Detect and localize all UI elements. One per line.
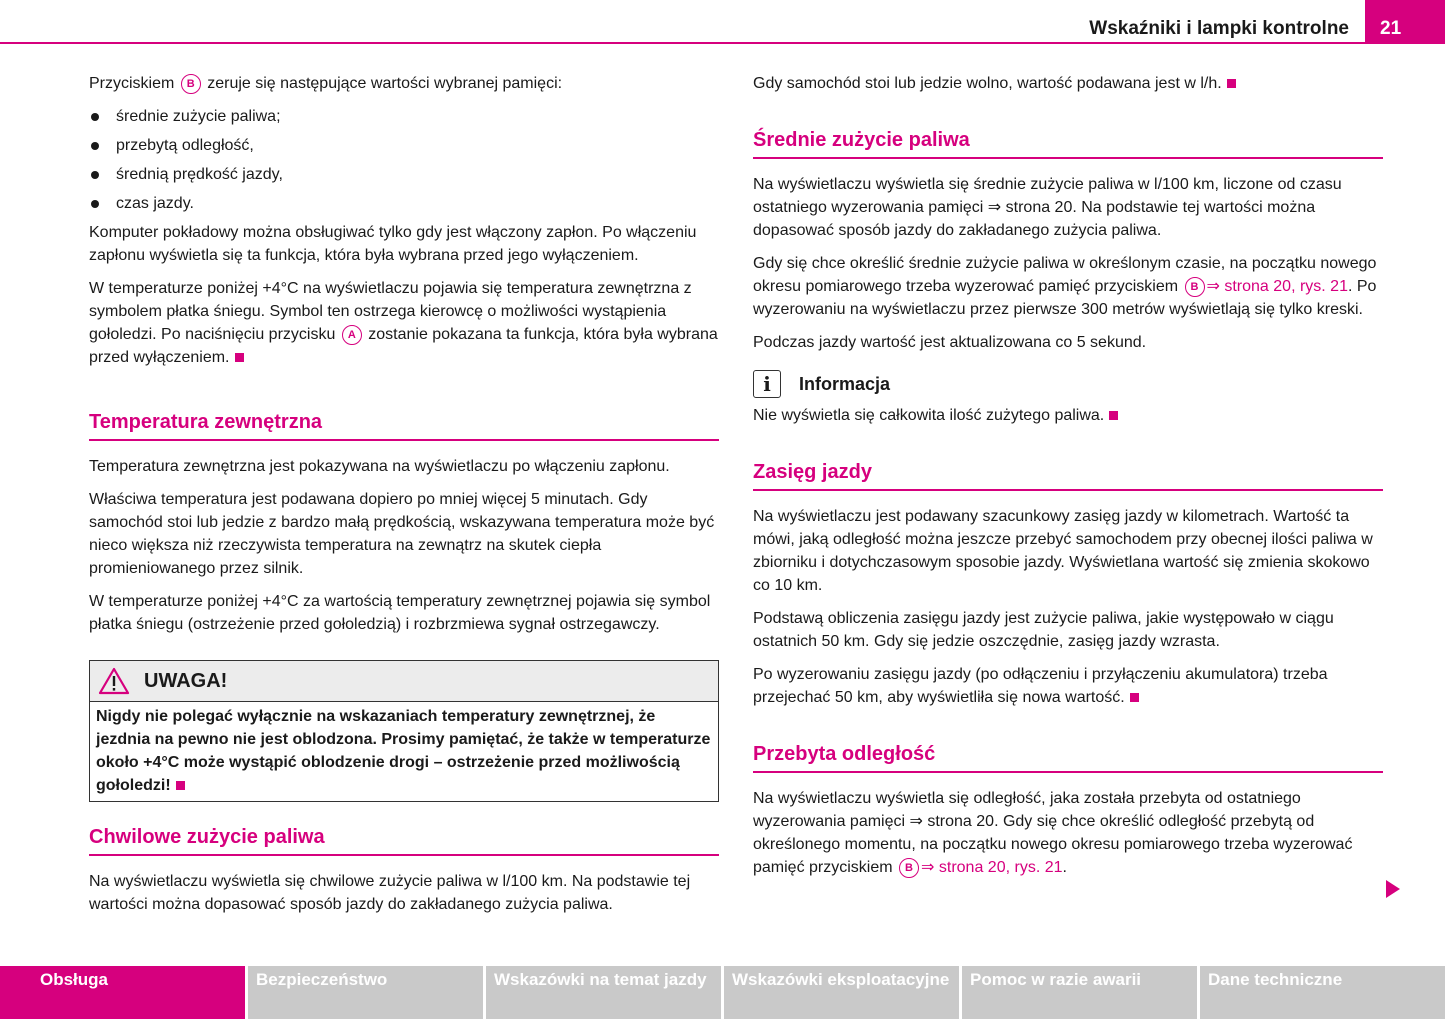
text-before: W temperaturze poniżej +4°C na wyświetlaczu pojawia się temperatura zewnętrzna z symbolem płatka śniegu. Symbol ten ostrzega kierowcę o możliwości wystąpienia gołoledzi. Po naciśnięciu przycisku [89,280,692,343]
warning-box [89,660,719,802]
footer-nav [0,966,1445,1019]
end-mark-icon [1227,79,1236,88]
paragraph: Podczas jazdy wartość jest aktualizowana co 5 sekund. [753,334,1147,351]
text-after: . [1062,859,1067,876]
warning-triangle-icon [98,667,130,695]
text-before: Gdy się chce określić średnie zużycie paliwa w określonym czasie, na początku nowego okresu pomiarowego trzeba wyzerować pamięć przyciskiem [753,255,1377,295]
intro-text-after: zeruje się następujące wartości wybranej pamięci: [202,75,563,92]
paragraph: Właściwa temperatura jest podawana dopiero po mniej więcej 5 minutach. Gdy samochód stoi lub jedzie z bardzo małą prędkością, wskazywana temperatura może być nieco większa niż rzeczywista temperatura na zewnątrz na skutek ciepła promieniowanego przez silnik. [89,491,715,577]
paragraph [753,72,1383,95]
paragraph: Na wyświetlaczu jest podawany szacunkowy zasięg jazdy w kilometrach. Wartość ta mówi, jaką odległość można jeszcze przebyć samochodem przy obecnej ilości paliwa w zbiorniku i dotychczasowym sposobie jazdy. Wyświetlana wartość się zmienia skokowo co 10 km. [753,508,1373,594]
end-mark-icon [235,353,244,362]
info-text: Nie wyświetla się całkowita ilość zużytego paliwa. [753,407,1105,424]
info-paragraph [753,404,1383,427]
paragraph [89,277,719,369]
paragraph: Na wyświetlaczu wyświetla się chwilowe zużycie paliwa w l/100 km. Na podstawie tej wartości można dopasować sposób jazdy do zakładanego zużycia paliwa. [89,873,691,913]
tab-obsluga[interactable]: Obsługa [0,966,245,1019]
tab-wskazowki-eksploatacyjne[interactable]: Wskazówki eksploatacyjne [724,966,959,1019]
button-b-symbol: B [1185,277,1205,297]
list-item: średnie zużycie paliwa; [89,105,719,128]
warning-header [90,661,718,702]
cross-reference-link[interactable]: ⇒ strona 20, rys. 21 [921,859,1063,876]
intro-paragraph [89,72,719,95]
tab-bezpieczenstwo[interactable]: Bezpieczeństwo [248,966,483,1019]
left-column [89,72,719,926]
text-before: Na wyświetlaczu wyświetla się odległość, jaka została przebyta od ostatniego wyzerowania pamięci ⇒ strona 20. Gdy się chce określić odległość przebytą od określonego momentu, na początku nowego okresu pomiarowego trzeba wyzerować pamięć przyciskiem [753,790,1353,876]
paragraph [753,787,1383,879]
right-column [753,72,1383,889]
paragraph: Na wyświetlaczu wyświetla się średnie zużycie paliwa w l/100 km, liczone od czasu ostatniego wyzerowania pamięci ⇒ strona 20. Na podstawie tej wartości można dopasować sposób jazdy do zakładanego zużycia paliwa. [753,176,1342,239]
text-after: zostanie pokazana ta funkcja, która była wybrana przed wyłączeniem. [89,326,718,366]
end-mark-icon [1130,693,1139,702]
heading-przebyta: Przebyta odległość [753,741,1383,773]
paragraph: W temperaturze poniżej +4°C za wartością temperatury zewnętrznej pojawia się symbol płatka śniegu (ostrzeżenie przed gołoledzią) i rozbrzmiewa sygnał ostrzegawczy. [89,593,711,633]
intro-text-before: Przyciskiem [89,75,179,92]
next-page-arrow-icon[interactable] [1386,880,1400,898]
tab-dane-techniczne[interactable]: Dane techniczne [1200,966,1445,1019]
info-title: Informacja [799,373,891,394]
warning-body [90,702,718,801]
list-item: średnią prędkość jazdy, [89,163,719,186]
text: Po wyzerowaniu zasięgu jazdy (po odłączeniu i przyłączeniu akumulatora) trzeba przejechać 50 km, aby wyświetliła się nowa wartość. [753,666,1328,706]
page-title: Wskaźniki i lampki kontrolne [1089,18,1349,39]
paragraph: Temperatura zewnętrzna jest pokazywana na wyświetlaczu po włączeniu zapłonu. [89,458,670,475]
header-rule [0,42,1445,44]
button-b-symbol: B [181,74,201,94]
tab-pomoc[interactable]: Pomoc w razie awarii [962,966,1197,1019]
heading-srednie: Średnie zużycie paliwa [753,127,1383,159]
page-number-text: 21 [1380,18,1402,39]
reset-values-list [89,105,719,215]
button-b-symbol: B [899,858,919,878]
tab-wskazowki-jazdy[interactable]: Wskazówki na temat jazdy [486,966,721,1019]
text-after: . Po wyzerowaniu na wyświetlaczu przez pierwsze 300 metrów wyświetlają się tylko kreski. [753,278,1377,318]
paragraph: Podstawą obliczenia zasięgu jazdy jest zużycie paliwa, jakie występowało w ciągu ostatnich 50 km. Gdy się jedzie oszczędnie, zasięg jazdy wzrasta. [753,610,1334,650]
heading-chwilowe: Chwilowe zużycie paliwa [89,824,719,856]
button-a-symbol: A [342,325,362,345]
list-item: przebytą odległość, [89,134,719,157]
text: Gdy samochód stoi lub jedzie wolno, wartość podawana jest w l/h. [753,75,1222,92]
info-header [753,370,1383,398]
heading-zasieg: Zasięg jazdy [753,459,1383,491]
paragraph: Komputer pokładowy można obsługiwać tylko gdy jest włączony zapłon. Po włączeniu zapłonu wyświetla się ta funkcja, która była wybrana przed jego wyłączeniem. [89,224,697,264]
end-mark-icon [176,781,185,790]
page-number [1365,0,1445,44]
list-item: czas jazdy. [89,192,719,215]
info-icon: i [753,370,781,398]
end-mark-icon [1109,411,1118,420]
heading-temperatura: Temperatura zewnętrzna [89,409,719,441]
cross-reference-link[interactable]: ⇒ strona 20, rys. 21 [1206,278,1348,295]
warning-title: UWAGA! [144,669,228,692]
paragraph [753,252,1383,321]
paragraph [753,663,1383,709]
warning-text: Nigdy nie polegać wyłącznie na wskazaniach temperatury zewnętrznej, że jezdnia na pewno nie jest oblodzona. Prosimy pamiętać, że także w temperaturze około +4°C może wystąpić oblodzenie drogi – ostrzeżenie przed możliwością gołoledzi! [96,708,711,794]
